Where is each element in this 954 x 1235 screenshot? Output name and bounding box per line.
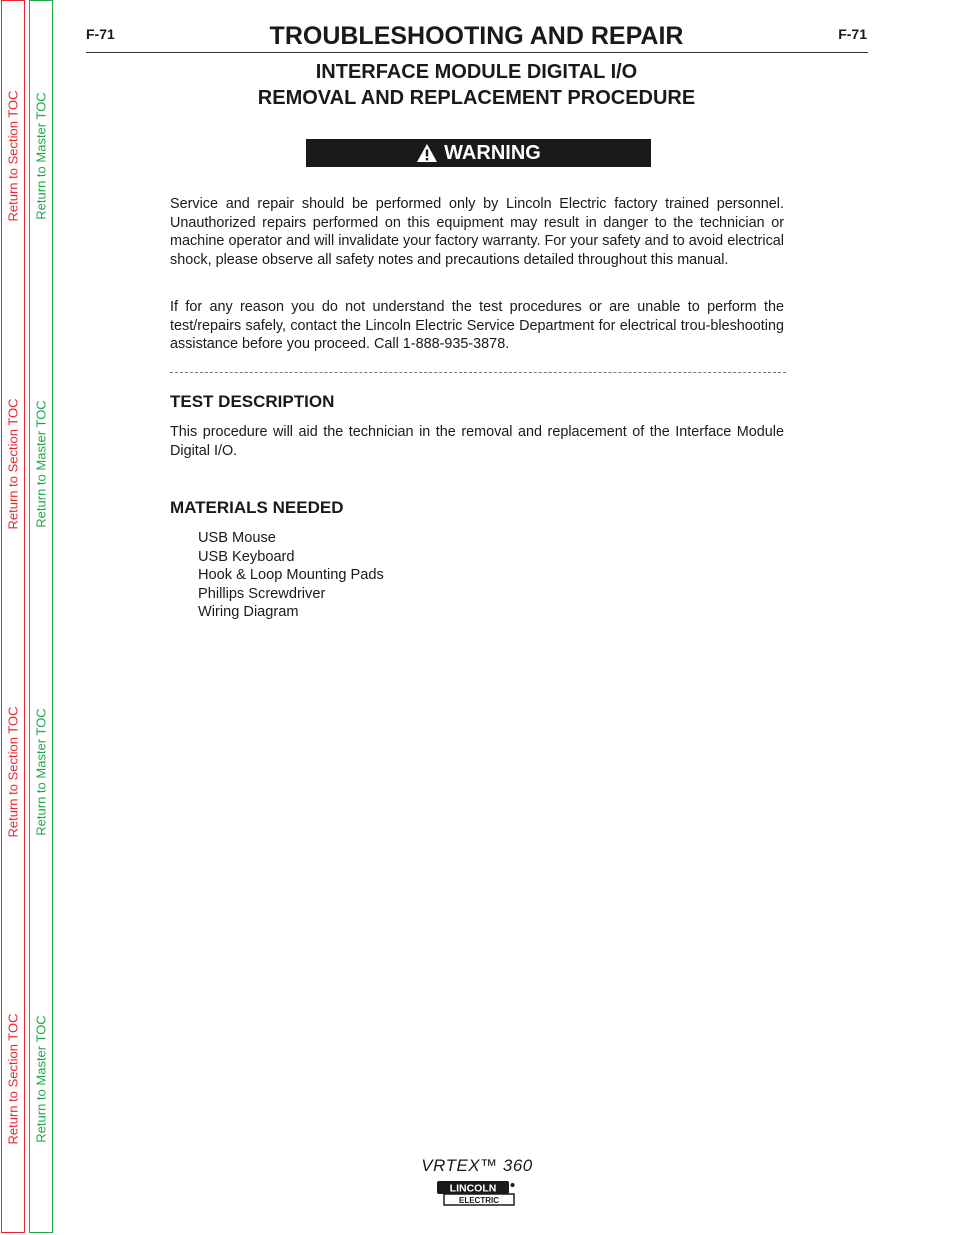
logo-text-top: LINCOLN xyxy=(449,1182,497,1195)
lincoln-electric-logo xyxy=(436,1180,516,1208)
page-title: TROUBLESHOOTING AND REPAIR xyxy=(269,22,684,50)
return-to-master-toc-link[interactable]: Return to Master TOC xyxy=(33,92,49,220)
materials-list xyxy=(198,529,384,622)
safety-paragraph-1: Service and repair should be performed only by Lincoln Electric factory trained personnel. Unauthorized repairs performed on this equipment may result in danger to the technician or machine operator and will invalidate your factory warranty. For your safety and to avoid electrical shock, please observe all safety notes and precautions detailed throughout this manual. xyxy=(170,196,784,268)
return-to-section-toc-link[interactable]: Return to Section TOC xyxy=(5,706,21,838)
list-item: USB Keyboard xyxy=(198,548,295,565)
section-divider xyxy=(170,372,786,373)
return-to-master-toc-link[interactable]: Return to Master TOC xyxy=(33,400,49,528)
product-model-name: VRTEX™ 360 xyxy=(421,1156,533,1175)
list-item: USB Mouse xyxy=(198,530,276,546)
return-to-master-toc-link[interactable]: Return to Master TOC xyxy=(33,708,49,836)
list-item: Phillips Screwdriver xyxy=(198,585,326,602)
procedure-title-line2: REMOVAL AND REPLACEMENT PROCEDURE xyxy=(257,87,696,109)
list-item: Wiring Diagram xyxy=(198,604,299,621)
page-number-left: F-71 xyxy=(86,26,115,42)
list-item: Hook & Loop Mounting Pads xyxy=(198,567,384,584)
materials-needed-heading: MATERIALS NEEDED xyxy=(170,498,344,517)
logo-text-bottom: ELECTRIC xyxy=(459,1196,499,1205)
warning-banner xyxy=(306,139,651,167)
warning-triangle-icon xyxy=(416,143,438,163)
test-description-heading: TEST DESCRIPTION xyxy=(170,392,335,411)
procedure-title-line1: INTERFACE MODULE DIGITAL I/O xyxy=(315,61,638,83)
warning-label: WARNING xyxy=(444,141,541,164)
return-to-section-toc-link[interactable]: Return to Section TOC xyxy=(5,90,21,222)
safety-paragraph-2: If for any reason you do not understand the test procedures or are unable to perform the test/repairs safely, contact the Lincoln Electric Service Department for electrical trou-bleshooting assistance before you proceed. Call 1-888-935-3878. xyxy=(170,299,784,353)
section-toc-column xyxy=(1,0,25,1233)
master-toc-column xyxy=(29,0,53,1233)
test-description-text: This procedure will aid the technician in the removal and replacement of the Interface Module Digital I/O. xyxy=(170,424,784,459)
return-to-master-toc-link[interactable]: Return to Master TOC xyxy=(33,1015,49,1143)
return-to-section-toc-link[interactable]: Return to Section TOC xyxy=(5,398,21,530)
return-to-section-toc-link[interactable]: Return to Section TOC xyxy=(5,1013,21,1145)
page-number-right: F-71 xyxy=(838,26,867,42)
header-divider xyxy=(86,52,868,53)
